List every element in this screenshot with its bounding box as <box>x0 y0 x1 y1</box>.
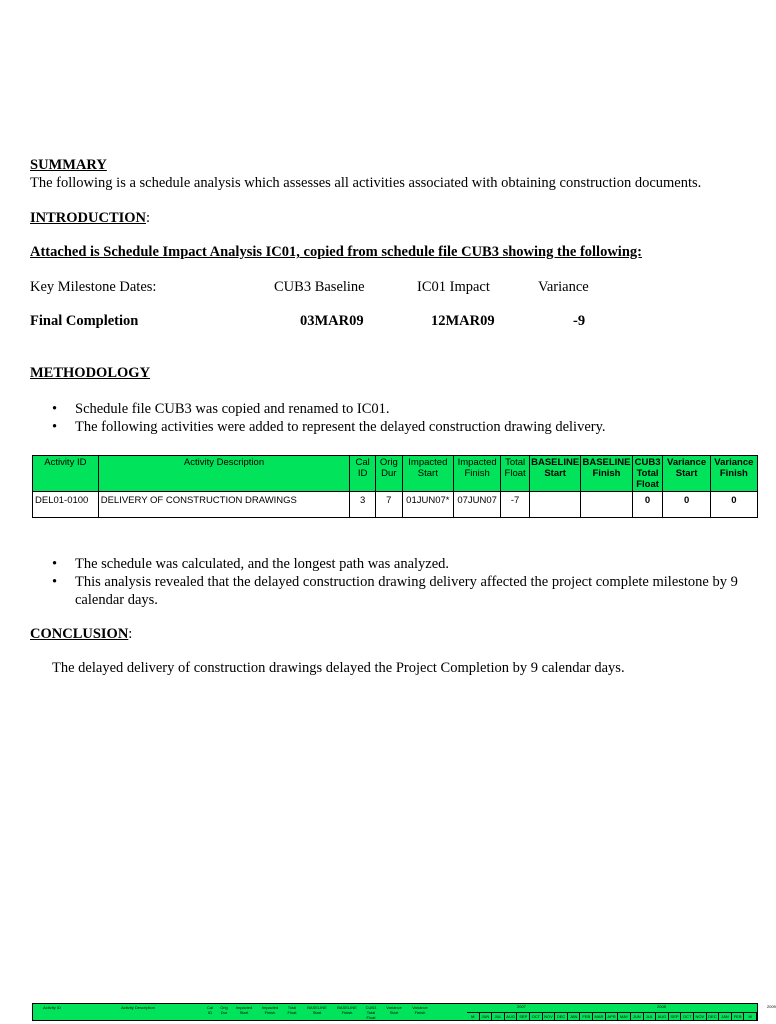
conclusion-heading <box>30 626 132 643</box>
strip-header: Total Float <box>287 1005 297 1015</box>
strip-month: APR <box>606 1013 619 1021</box>
cell-baseline-finish <box>581 492 632 518</box>
bullet-text: Schedule file CUB3 was copied and renamed to IC01. <box>75 401 390 417</box>
list-item <box>30 418 760 436</box>
cell-cub3-total-float: 0 <box>632 492 663 518</box>
cell-impacted-start: 01JUN07* <box>402 492 453 518</box>
strip-month: MAR <box>593 1013 606 1021</box>
strip-month: JUL <box>492 1013 505 1021</box>
header-baseline-start: BASELINE Start <box>529 456 580 492</box>
final-completion-baseline: 03MAR09 <box>300 313 364 329</box>
header-activity-description: Activity Description <box>98 456 350 492</box>
strip-months <box>467 1012 757 1021</box>
conclusion-text: The delayed delivery of construction drawings delayed the Project Completion by 9 calendar days. <box>52 660 625 676</box>
strip-year: 2009 <box>767 1004 776 1009</box>
strip-month: M <box>744 1013 757 1021</box>
cell-orig-dur: 7 <box>375 492 402 518</box>
list-item <box>30 400 760 418</box>
strip-header: BASELINE Finish <box>337 1005 357 1015</box>
bullet-text: The following activities were added to represent the delayed construction drawing delivery. <box>75 419 606 435</box>
conclusion-heading-colon: : <box>128 626 133 642</box>
milestone-col-baseline: CUB3 Baseline <box>274 279 365 295</box>
final-completion-variance: -9 <box>573 313 586 329</box>
attached-line: Attached is Schedule Impact Analysis IC01, copied from schedule file CUB3 showing the following: <box>30 244 642 260</box>
header-activity-id: Activity ID <box>33 456 99 492</box>
header-baseline-finish: BASELINE Finish <box>581 456 632 492</box>
header-total-float: Total Float <box>501 456 530 492</box>
strip-header: BASELINE Start <box>307 1005 327 1015</box>
strip-header: Cal ID <box>206 1005 213 1015</box>
strip-month: FEB <box>732 1013 745 1021</box>
bullet-icon: • <box>52 574 58 590</box>
strip-month: NOV <box>694 1013 707 1021</box>
milestone-label: Key Milestone Dates: <box>30 279 157 295</box>
cell-activity-id: DEL01-0100 <box>33 492 99 518</box>
strip-month: DEC <box>707 1013 720 1021</box>
bullet-text: The schedule was calculated, and the longest path was analyzed. <box>75 556 450 572</box>
introduction-heading-label: INTRODUCTION <box>30 210 147 226</box>
strip-month: JUN <box>631 1013 644 1021</box>
final-completion-impact: 12MAR09 <box>431 313 495 329</box>
list-item <box>30 555 760 573</box>
table-row <box>33 492 758 518</box>
header-variance-start: Variance Start <box>663 456 710 492</box>
milestone-col-impact: IC01 Impact <box>417 279 490 295</box>
methodology-bullets <box>30 400 760 436</box>
strip-month: SEP <box>669 1013 682 1021</box>
bullet-icon: • <box>52 401 58 417</box>
header-impacted-finish: Impacted Finish <box>454 456 501 492</box>
strip-month: OCT <box>530 1013 543 1021</box>
strip-header: Impacted Finish <box>261 1005 279 1015</box>
summary-text: The following is a schedule analysis which assesses all activities associated with obtaining construction documents. <box>30 175 702 191</box>
strip-header: Impacted Start <box>235 1005 253 1015</box>
cell-variance-finish: 0 <box>710 492 757 518</box>
cell-cal-id: 3 <box>350 492 376 518</box>
bullet-icon: • <box>52 556 58 572</box>
bullet-icon: • <box>52 419 58 435</box>
strip-month: JUL <box>644 1013 657 1021</box>
milestone-col-variance: Variance <box>538 279 589 295</box>
strip-month: OCT <box>681 1013 694 1021</box>
strip-month: M <box>467 1013 480 1021</box>
strip-header: Variance Start <box>386 1005 402 1015</box>
strip-header: Variance Finish <box>412 1005 428 1015</box>
strip-month: AUG <box>505 1013 518 1021</box>
table-header-row <box>33 456 758 492</box>
analysis-bullets <box>30 555 760 609</box>
strip-month: JAN <box>568 1013 581 1021</box>
strip-year: 2008 <box>657 1004 666 1009</box>
cell-impacted-finish: 07JUN07 <box>454 492 501 518</box>
header-variance-finish: Variance Finish <box>710 456 757 492</box>
schedule-header-strip <box>32 1003 776 1021</box>
header-cub3-total-float: CUB3 Total Float <box>632 456 663 492</box>
activity-table <box>32 455 758 518</box>
strip-month: FEB <box>580 1013 593 1021</box>
header-orig-dur: Orig Dur <box>375 456 402 492</box>
header-impacted-start: Impacted Start <box>402 456 453 492</box>
strip-month: AUG <box>656 1013 669 1021</box>
strip-month: SEP <box>517 1013 530 1021</box>
methodology-heading: METHODOLOGY <box>30 365 151 381</box>
introduction-heading <box>30 210 150 227</box>
strip-month: DEC <box>555 1013 568 1021</box>
cell-baseline-start <box>529 492 580 518</box>
cell-variance-start: 0 <box>663 492 710 518</box>
list-item <box>30 573 760 609</box>
strip-header: Activity Description <box>121 1005 155 1010</box>
bullet-text: This analysis revealed that the delayed construction drawing delivery affected the project complete milestone by 9 calendar days. <box>75 574 738 608</box>
strip-month: MAY <box>618 1013 631 1021</box>
introduction-heading-colon: : <box>146 210 151 226</box>
strip-header: CUB3 Total Float <box>365 1005 377 1020</box>
header-cal-id: Cal ID <box>350 456 376 492</box>
strip-month: NOV <box>543 1013 556 1021</box>
summary-heading: SUMMARY <box>30 157 107 173</box>
strip-header: Activity ID <box>43 1005 61 1010</box>
cell-total-float: -7 <box>501 492 530 518</box>
strip-year: 2007 <box>517 1004 526 1009</box>
strip-years <box>467 1004 776 1012</box>
strip-header: Orig Dur <box>220 1005 228 1015</box>
cell-description: DELIVERY OF CONSTRUCTION DRAWINGS <box>98 492 350 518</box>
strip-month: JUN <box>480 1013 493 1021</box>
conclusion-heading-label: CONCLUSION <box>30 626 129 642</box>
strip-month: JAN <box>719 1013 732 1021</box>
final-completion-label: Final Completion <box>30 313 139 329</box>
